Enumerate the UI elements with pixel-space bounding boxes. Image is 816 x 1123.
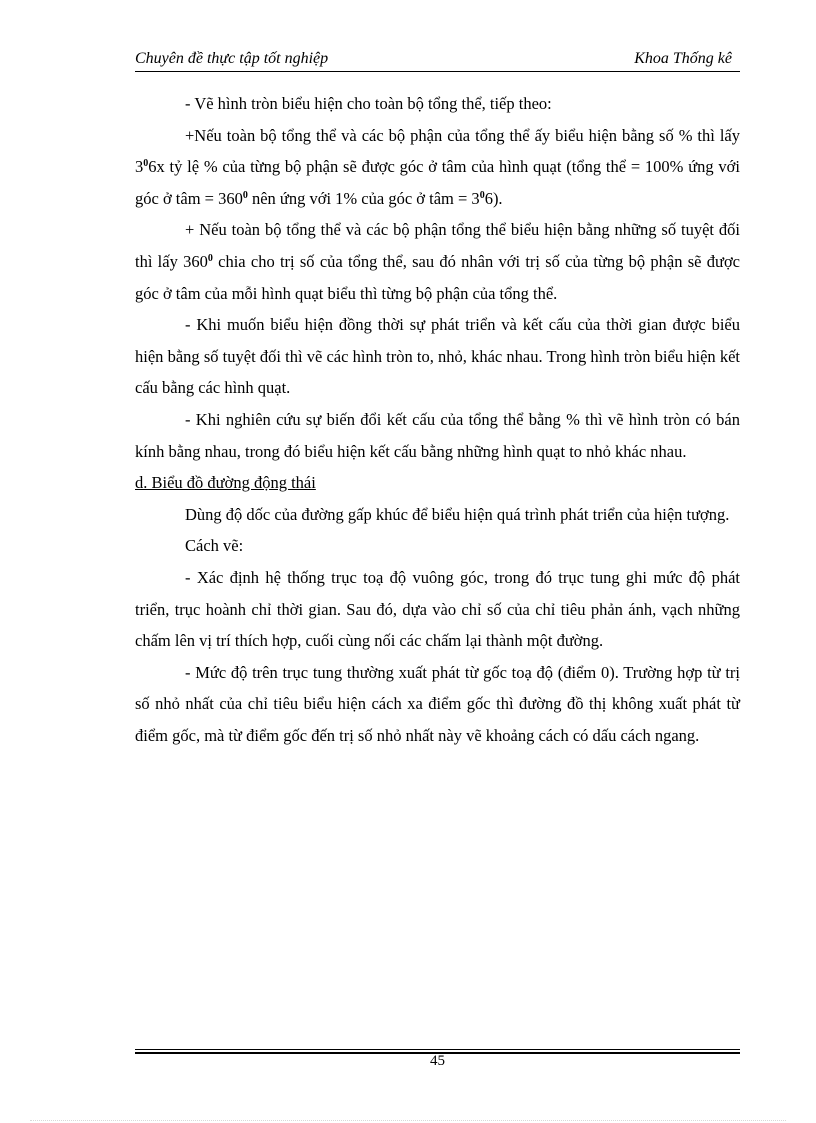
paragraph-structure-change: - Khi nghiên cứu sự biến đổi kết cấu của tổng thể bằng % thì vẽ hình tròn có bán kính bằng nhau, trong đó biểu hiện kết cấu bằng những hình quạt to nhỏ khác nhau. <box>135 409 740 461</box>
degree-superscript: 0 <box>242 189 248 201</box>
paragraph-absolute-case: + Nếu toàn bộ tổng thể và các bộ phận tổng thể biểu hiện bằng những số tuyệt đối thì lấy $360^0$ chia cho trị số của tổng thể, sau đó nhân với trị số của từng bộ phận sẽ được góc ở tâm của mỗi hình quạt biểu thì từng bộ phận của tổng thể. <box>135 220 740 303</box>
paragraph-simultaneous: - Khi muốn biểu hiện đồng thời sự phát triển và kết cấu của thời gian được biểu hiện bằng số tuyệt đối thì vẽ các hình tròn to, nhỏ, khác nhau. Trong hình tròn biểu hiện kết cấu bằng các hình quạt. <box>135 315 740 398</box>
header-left-title: Chuyên đề thực tập tốt nghiệp <box>135 50 329 67</box>
page-edge-dots <box>30 1120 786 1121</box>
degree-superscript: 0 <box>207 252 213 264</box>
paragraph-draw-circle: - Vẽ hình tròn biểu hiện cho toàn bộ tổng thể, tiếp theo: <box>185 94 552 113</box>
degree-superscript: 0 <box>479 189 485 201</box>
paragraph-how-to-draw: Cách vẽ: <box>185 536 244 556</box>
paragraph-origin: - Mức độ trên trục tung thường xuất phát từ gốc toạ độ (điểm 0). Trường hợp từ trị số nhỏ nhất của chỉ tiêu biểu hiện cách xa điểm gốc thì đường đồ thị không xuất phát từ điểm gốc, mà từ điểm gốc đến trị số nhỏ nhất này vẽ khoảng cách có dấu cách ngang. <box>135 662 740 745</box>
paragraph-line-chart-intro: Dùng độ dốc của đường gấp khúc để biểu hiện quá trình phát triển của hiện tượng. <box>185 504 730 524</box>
page-number: 45 <box>430 1053 445 1069</box>
header-divider <box>135 71 740 72</box>
degree-superscript: 0 <box>143 158 149 170</box>
paragraph-axes: - Xác định hệ thống trục toạ độ vuông góc, trong đó trục tung ghi mức độ phát triển, trục hoành chỉ thời gian. Sau đó, dựa vào chỉ số của chỉ tiêu phản ánh, vạch những chấm lên vị trí thích hợp, cuối cùng nối các chấm lại thành một đường. <box>135 567 740 651</box>
footer-divider-thin <box>135 1049 740 1050</box>
header-right-title: Khoa Thống kê <box>634 50 732 67</box>
page-header <box>135 50 740 72</box>
section-heading: d. Biểu đồ đường động thái <box>135 473 316 493</box>
paragraph-percent-case: +Nếu toàn bộ tổng thể và các bộ phận của tổng thể ấy biểu hiện bằng số % thì lấy $3^06x$ tỷ lệ % của từng bộ phận sẽ được góc ở tâm của hình quạt (tổng thể = 100% ứng với góc ở tâm = $360^0$ nên ứng với 1% của góc ở tâm = $3^06$). <box>135 125 740 208</box>
page-body <box>135 88 740 751</box>
